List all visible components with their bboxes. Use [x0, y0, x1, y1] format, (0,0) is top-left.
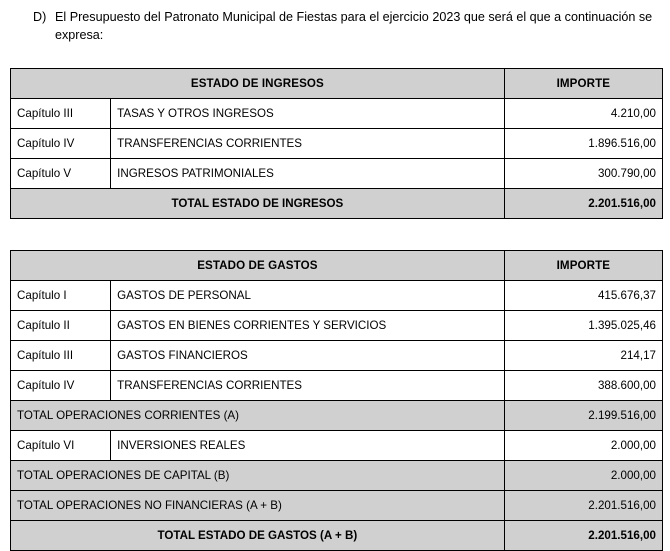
row-chapter: Capítulo III	[11, 341, 111, 371]
row-chapter: Capítulo V	[11, 159, 111, 189]
intro-list-marker: D)	[33, 10, 47, 24]
table-total-row	[11, 521, 663, 551]
table-estado-de-ingresos	[10, 68, 663, 219]
row-chapter: Capítulo III	[11, 99, 111, 129]
table-header-row	[11, 69, 663, 99]
total-amount: 2.201.516,00	[504, 189, 662, 219]
row-amount: 300.790,00	[504, 159, 662, 189]
row-concept: INGRESOS PATRIMONIALES	[111, 159, 505, 189]
table-subtotal-row-capital	[11, 461, 663, 491]
table-row	[11, 281, 663, 311]
intro-row	[33, 8, 653, 44]
header-estado-ingresos: ESTADO DE INGRESOS	[11, 69, 505, 99]
header-estado-gastos: ESTADO DE GASTOS	[11, 251, 505, 281]
row-concept: GASTOS EN BIENES CORRIENTES Y SERVICIOS	[111, 311, 505, 341]
row-chapter: Capítulo IV	[11, 129, 111, 159]
table-subtotal-row-corrientes	[11, 401, 663, 431]
header-importe: IMPORTE	[504, 251, 662, 281]
row-chapter: Capítulo II	[11, 311, 111, 341]
row-amount: 415.676,37	[504, 281, 662, 311]
subtotal-amount: 2.199.516,00	[504, 401, 662, 431]
table-estado-de-gastos	[10, 250, 663, 551]
header-importe: IMPORTE	[504, 69, 662, 99]
table-row	[11, 311, 663, 341]
row-amount: 1.395.025,46	[504, 311, 662, 341]
subtotal-label: TOTAL OPERACIONES NO FINANCIERAS (A + B)	[11, 491, 505, 521]
table-header-row	[11, 251, 663, 281]
row-concept: TRANSFERENCIAS CORRIENTES	[111, 371, 505, 401]
row-amount: 4.210,00	[504, 99, 662, 129]
row-chapter: Capítulo VI	[11, 431, 111, 461]
row-concept: GASTOS FINANCIEROS	[111, 341, 505, 371]
intro-paragraph	[33, 8, 653, 44]
table-subtotal-row-no-financieras	[11, 491, 663, 521]
table-row	[11, 159, 663, 189]
row-amount: 214,17	[504, 341, 662, 371]
subtotal-label: TOTAL OPERACIONES CORRIENTES (A)	[11, 401, 505, 431]
table-row	[11, 431, 663, 461]
subtotal-amount: 2.201.516,00	[504, 491, 662, 521]
row-concept: INVERSIONES REALES	[111, 431, 505, 461]
total-amount: 2.201.516,00	[504, 521, 662, 551]
row-amount: 1.896.516,00	[504, 129, 662, 159]
row-concept: TRANSFERENCIAS CORRIENTES	[111, 129, 505, 159]
row-chapter: Capítulo IV	[11, 371, 111, 401]
subtotal-label: TOTAL OPERACIONES DE CAPITAL (B)	[11, 461, 505, 491]
intro-body-text: El Presupuesto del Patronato Municipal de Fiestas para el ejercicio 2023 que será el que a continuación se expresa:	[55, 10, 653, 42]
row-chapter: Capítulo I	[11, 281, 111, 311]
table-row	[11, 99, 663, 129]
row-concept: GASTOS DE PERSONAL	[111, 281, 505, 311]
subtotal-amount: 2.000,00	[504, 461, 662, 491]
table-row	[11, 371, 663, 401]
row-amount: 388.600,00	[504, 371, 662, 401]
total-label: TOTAL ESTADO DE INGRESOS	[11, 189, 505, 219]
row-amount: 2.000,00	[504, 431, 662, 461]
table-row	[11, 341, 663, 371]
total-label: TOTAL ESTADO DE GASTOS (A + B)	[11, 521, 505, 551]
table-row	[11, 129, 663, 159]
row-concept: TASAS Y OTROS INGRESOS	[111, 99, 505, 129]
table-total-row	[11, 189, 663, 219]
